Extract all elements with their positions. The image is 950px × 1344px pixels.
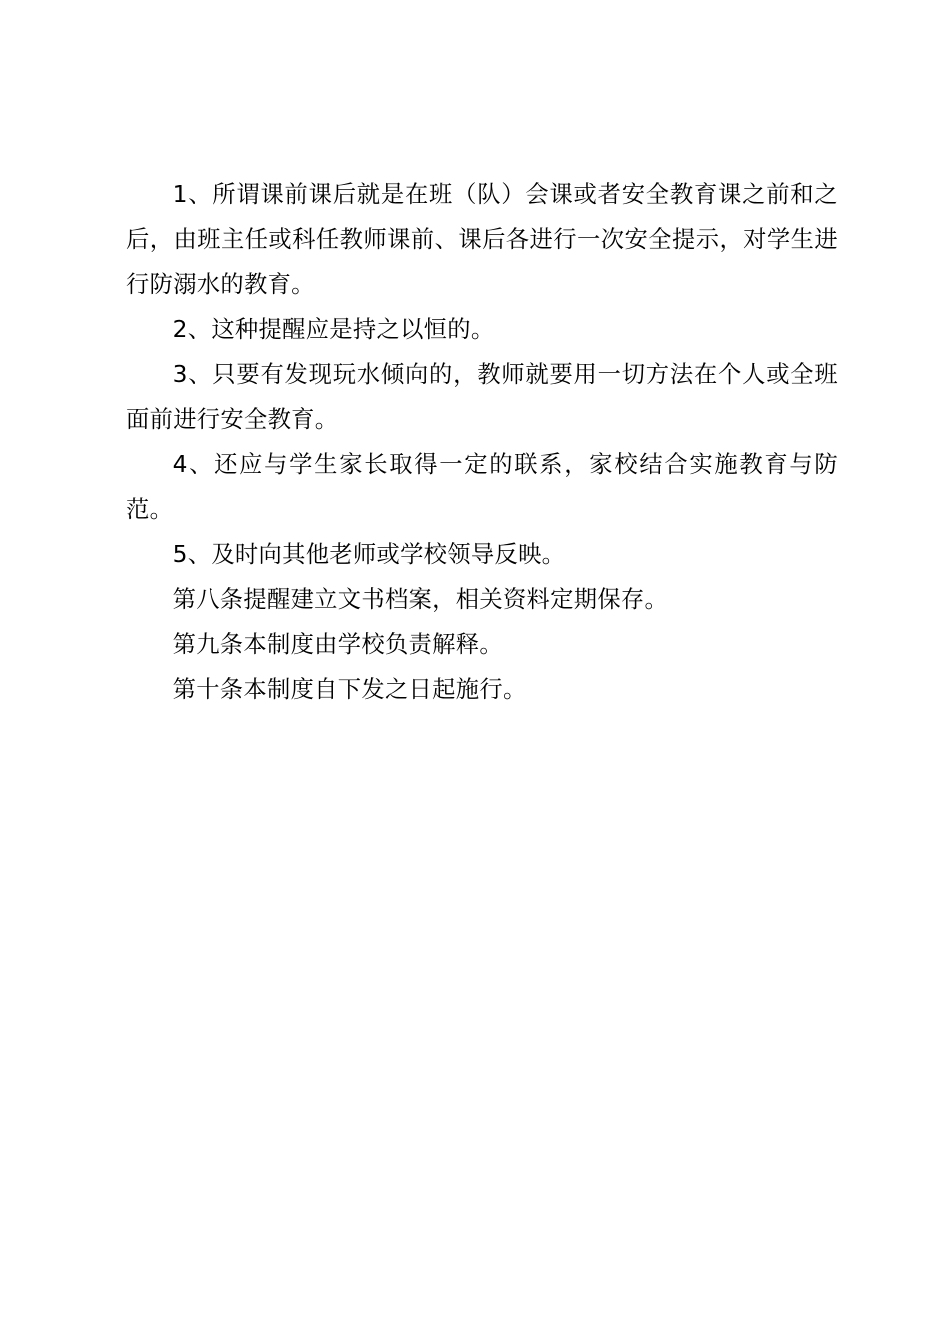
article-10: 第十条本制度自下发之日起施行。 xyxy=(172,676,527,703)
paragraph-item-4: 4、还应与学生家长取得一定的联系，家校结合实施教育与防范。 xyxy=(126,451,838,523)
article-9: 第九条本制度由学校负责解释。 xyxy=(172,631,503,658)
article-8: 第八条提醒建立文书档案，相关资料定期保存。 xyxy=(172,586,669,613)
paragraph-item-1: 1、所谓课前课后就是在班（队）会课或者安全教育课之前和之后，由班主任或科任教师课前、课后各进行一次安全提示，对学生进行防溺水的教育。 xyxy=(126,181,838,298)
paragraph-item-2: 2、这种提醒应是持之以恒的。 xyxy=(172,316,495,343)
paragraph-item-3: 3、只要有发现玩水倾向的，教师就要用一切方法在个人或全班面前进行安全教育。 xyxy=(126,361,838,433)
document-body xyxy=(126,172,838,712)
paragraph-item-5: 5、及时向其他老师或学校领导反映。 xyxy=(172,541,566,568)
